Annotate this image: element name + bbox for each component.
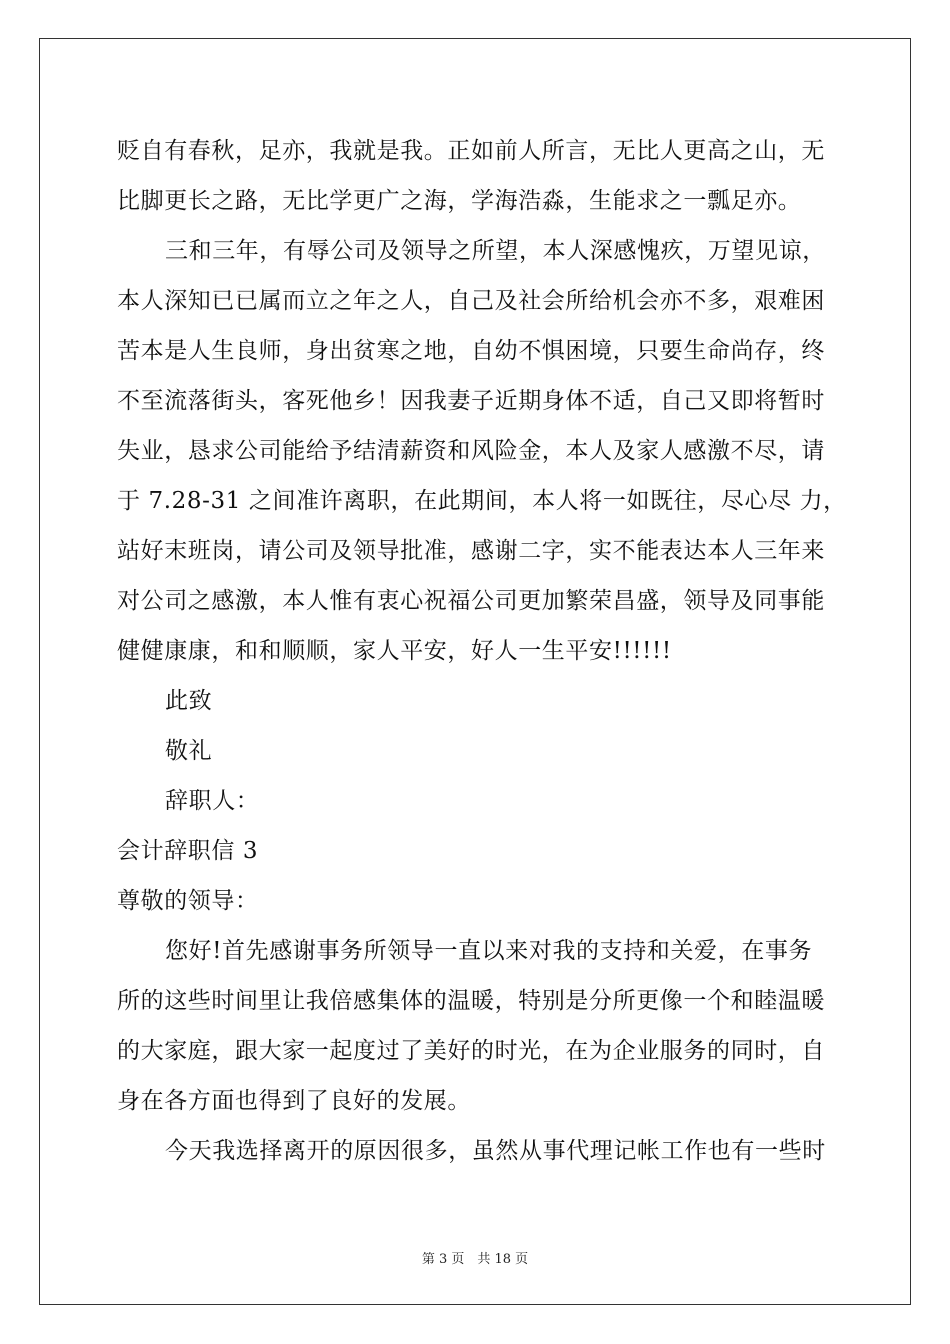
text-line: 站好末班岗，请公司及领导批准，感谢二字，实不能表达本人三年来 (117, 538, 825, 564)
text-line: 今天我选择离开的原因很多，虽然从事代理记帐工作也有一些时 (165, 1138, 826, 1164)
closing-line: 此致 (165, 688, 213, 714)
text-line: 苦本是人生良师，身出贫寒之地，自幼不惧困境，只要生命尚存，终 (117, 338, 825, 364)
text-line: 于 7.28-31 之间准许离职，在此期间，本人将一如既往，尽心尽 力， (117, 488, 847, 514)
text-line: 三和三年，有辱公司及领导之所望，本人深感愧疚，万望见谅， (165, 238, 826, 264)
text-line: 贬自有春秋，足亦，我就是我。正如前人所言，无比人更高之山，无 (117, 138, 825, 164)
text-line: 比脚更长之路，无比学更广之海，学海浩淼，生能求之一瓢足亦。 (117, 188, 802, 214)
signature-line: 辞职人： (165, 788, 260, 814)
page-number-footer: 第 3 页 共 18 页 (421, 1252, 529, 1267)
text-line: 失业，恳求公司能给予结清薪资和风险金，本人及家人感激不尽，请 (117, 438, 825, 464)
salutation-line: 敬礼 (165, 738, 213, 764)
text-line: 的大家庭，跟大家一起度过了美好的时光，在为企业服务的同时，自 (117, 1038, 825, 1064)
text-line: 不至流落街头，客死他乡！因我妻子近期身体不适，自己又即将暂时 (117, 388, 825, 414)
text-line: 健健康康，和和顺顺，家人平安，好人一生平安!!!!!! (117, 638, 672, 664)
text-line: 您好!首先感谢事务所领导一直以来对我的支持和关爱，在事务 (165, 938, 813, 964)
greeting-line: 尊敬的领导： (117, 888, 259, 914)
text-line: 身在各方面也得到了良好的发展。 (117, 1088, 471, 1114)
text-line: 对公司之感激，本人惟有衷心祝福公司更加繁荣昌盛，领导及同事能 (117, 588, 825, 614)
text-line: 所的这些时间里让我倍感集体的温暖，特别是分所更像一个和睦温暖 (117, 988, 825, 1014)
section-heading: 会计辞职信 3 (117, 838, 259, 864)
text-line: 本人深知已已属而立之年之人，自己及社会所给机会亦不多，艰难困 (117, 288, 825, 314)
